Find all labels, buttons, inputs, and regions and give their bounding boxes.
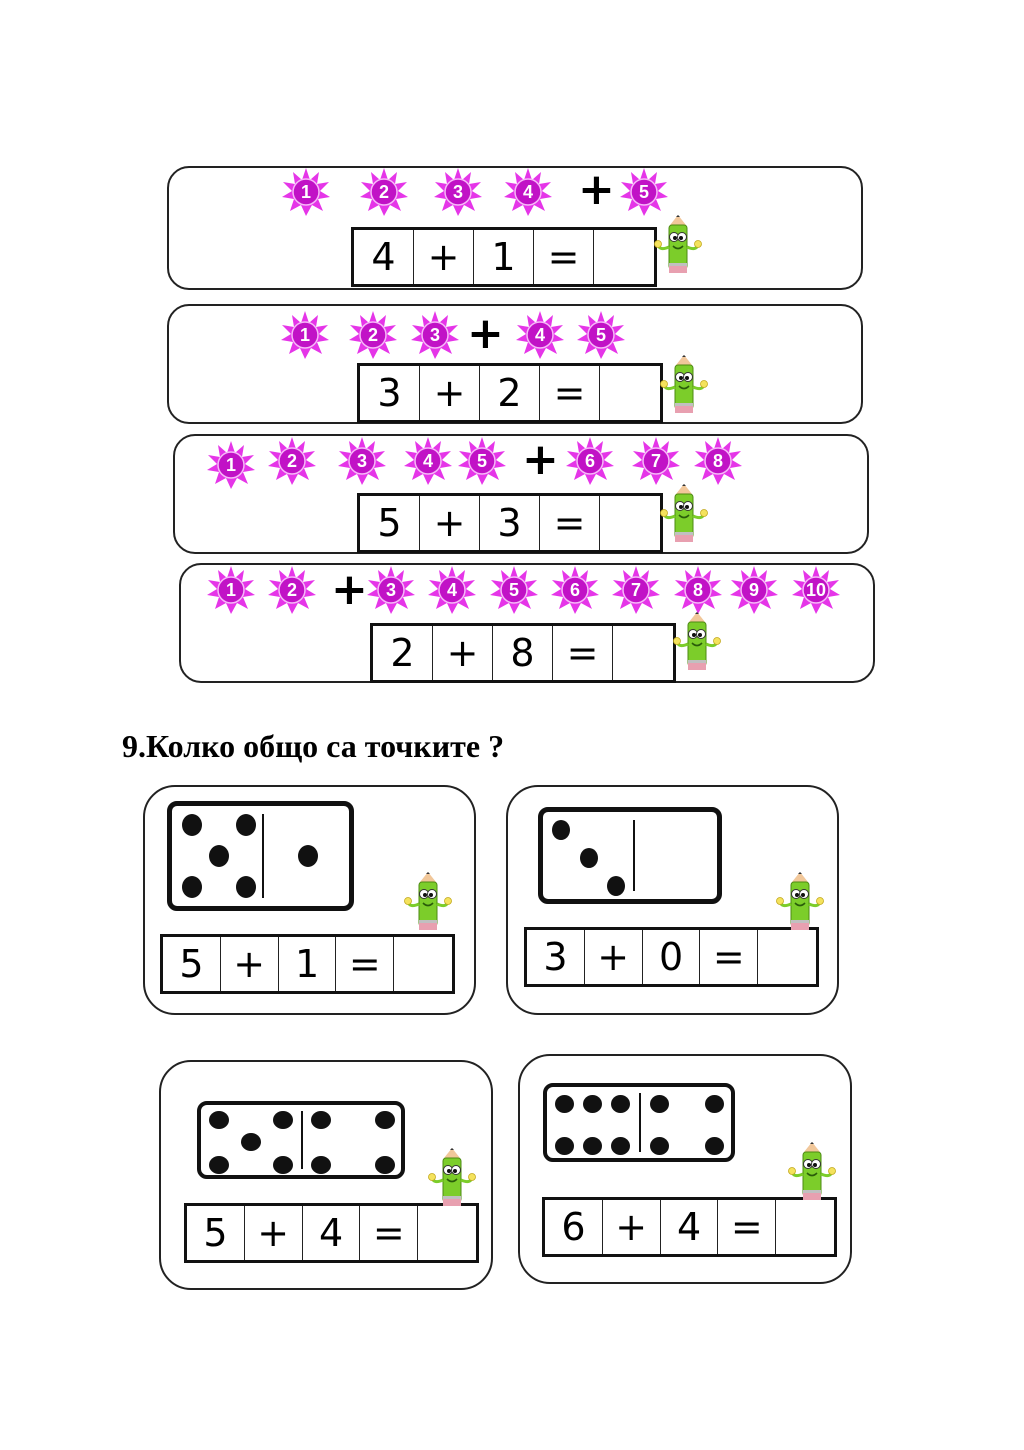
answer-box[interactable] [613, 626, 673, 680]
domino-divider [262, 814, 264, 898]
sun-number: 1 [225, 580, 236, 600]
equation-cell: 5 [360, 496, 420, 550]
sun-number: 3 [429, 325, 440, 345]
domino-pip [611, 1137, 630, 1155]
equation-cell: 4 [303, 1206, 361, 1260]
sun-icon [366, 565, 416, 615]
sun-number: 4 [522, 182, 533, 202]
domino-pip [273, 1111, 293, 1129]
domino-pip [555, 1095, 574, 1113]
sun-number: 10 [805, 580, 827, 600]
domino-equation-3 [184, 1203, 479, 1263]
domino-pip [375, 1111, 395, 1129]
sun-icon [337, 436, 387, 486]
sun-number: 5 [638, 182, 649, 202]
sun-number: 6 [584, 451, 595, 471]
domino-tile [543, 1083, 735, 1162]
pencil-mascot-icon [404, 872, 452, 936]
equation-cell: + [603, 1200, 661, 1254]
sun-number: 4 [422, 451, 433, 471]
equation-cell: 4 [661, 1200, 719, 1254]
sun-icon [693, 436, 743, 486]
equation-cell: + [245, 1206, 303, 1260]
domino-tile [197, 1101, 405, 1179]
sun-number: 1 [299, 325, 310, 345]
equation-cell: 6 [545, 1200, 603, 1254]
equation-cell: 2 [480, 366, 540, 420]
equation-cell: 0 [643, 930, 701, 984]
equation-cell: = [360, 1206, 418, 1260]
domino-tile [167, 801, 354, 911]
sun-icon [515, 310, 565, 360]
equation-cell: + [420, 496, 480, 550]
domino-pip [705, 1095, 724, 1113]
equation-cell: = [540, 366, 600, 420]
domino-pip [236, 876, 256, 898]
answer-box[interactable] [600, 366, 660, 420]
equation-cell: + [414, 230, 474, 284]
domino-pip [311, 1156, 331, 1174]
domino-pip [209, 845, 229, 867]
domino-pip [209, 1111, 229, 1129]
equation-cell: 3 [527, 930, 585, 984]
answer-box[interactable] [418, 1206, 476, 1260]
equation-cell: 5 [187, 1206, 245, 1260]
equation-cell: 3 [360, 366, 420, 420]
sun-number: 4 [446, 580, 457, 600]
equation-cell: 4 [354, 230, 414, 284]
equation-cell: + [585, 930, 643, 984]
domino-pip [273, 1156, 293, 1174]
equation-cell: = [540, 496, 600, 550]
sun-icon [267, 565, 317, 615]
domino-equation-4 [542, 1197, 837, 1257]
sun-number: 5 [476, 451, 487, 471]
answer-box[interactable] [594, 230, 654, 284]
equation-row-2 [357, 363, 663, 423]
equation-cell: 8 [493, 626, 553, 680]
domino-pip [580, 848, 598, 868]
sun-icon [631, 436, 681, 486]
answer-box[interactable] [758, 930, 816, 984]
sun-icon [206, 440, 256, 490]
sun-number: 1 [300, 182, 311, 202]
sun-icon [576, 310, 626, 360]
plus-icon: + [522, 434, 559, 485]
domino-divider [633, 820, 635, 891]
sun-icon [427, 565, 477, 615]
domino-equation-1 [160, 934, 455, 994]
equation-cell: + [221, 937, 279, 991]
equation-row-3 [357, 493, 663, 553]
sun-icon [433, 167, 483, 217]
sun-icon [281, 167, 331, 217]
domino-pip [611, 1095, 630, 1113]
sun-icon [410, 310, 460, 360]
sun-number: 2 [378, 182, 389, 202]
sun-icon [457, 436, 507, 486]
sun-icon [673, 565, 723, 615]
sun-icon [206, 565, 256, 615]
equation-cell: 5 [163, 937, 221, 991]
plus-icon: + [467, 308, 504, 359]
pencil-mascot-icon [673, 612, 721, 676]
pencil-mascot-icon [776, 872, 824, 936]
sun-number: 2 [367, 325, 378, 345]
sun-number: 5 [508, 580, 519, 600]
equation-cell: = [534, 230, 594, 284]
sun-number: 6 [569, 580, 580, 600]
domino-pip [583, 1095, 602, 1113]
domino-pip [298, 845, 318, 867]
sun-icon [280, 310, 330, 360]
domino-divider [639, 1093, 641, 1152]
equation-cell: = [700, 930, 758, 984]
equation-cell: 1 [474, 230, 534, 284]
domino-equation-2 [524, 927, 819, 987]
domino-tile [538, 807, 722, 904]
equation-cell: = [336, 937, 394, 991]
sun-number: 8 [692, 580, 703, 600]
sun-icon [611, 565, 661, 615]
domino-divider [301, 1111, 303, 1169]
plus-icon: + [578, 164, 615, 215]
sun-icon [791, 565, 841, 615]
equation-cell: + [420, 366, 480, 420]
equation-cell: 3 [480, 496, 540, 550]
sun-number: 1 [225, 455, 236, 475]
sun-icon [348, 310, 398, 360]
domino-pip [236, 814, 256, 836]
sun-number: 8 [712, 451, 723, 471]
sun-number: 2 [286, 580, 297, 600]
answer-box[interactable] [394, 937, 452, 991]
sun-number: 2 [286, 451, 297, 471]
sun-icon [359, 167, 409, 217]
domino-pip [705, 1137, 724, 1155]
equation-cell: = [553, 626, 613, 680]
sun-icon [503, 167, 553, 217]
equation-cell: 2 [373, 626, 433, 680]
domino-pip [607, 876, 625, 896]
domino-pip [241, 1133, 261, 1151]
sun-number: 3 [356, 451, 367, 471]
plus-icon: + [331, 564, 368, 615]
domino-pip [555, 1137, 574, 1155]
sun-number: 3 [385, 580, 396, 600]
equation-row-4 [370, 623, 676, 683]
domino-pip [650, 1095, 669, 1113]
pencil-mascot-icon [428, 1148, 476, 1212]
sun-icon [267, 436, 317, 486]
pencil-mascot-icon [660, 484, 708, 548]
sun-number: 4 [534, 325, 545, 345]
sun-icon [403, 436, 453, 486]
exercise-title: 9.Колко общо са точките ? [122, 728, 505, 764]
domino-pip [552, 820, 570, 840]
pencil-mascot-icon [660, 355, 708, 419]
sun-number: 3 [452, 182, 463, 202]
equation-cell: = [718, 1200, 776, 1254]
sun-number: 5 [595, 325, 606, 345]
sun-icon [550, 565, 600, 615]
sun-icon [729, 565, 779, 615]
equation-row-1 [351, 227, 657, 287]
domino-pip [375, 1156, 395, 1174]
domino-pip [311, 1111, 331, 1129]
sun-number: 7 [630, 580, 641, 600]
domino-pip [182, 814, 202, 836]
sun-number: 9 [748, 580, 759, 600]
equation-cell: + [433, 626, 493, 680]
domino-pip [209, 1156, 229, 1174]
answer-box[interactable] [776, 1200, 834, 1254]
pencil-mascot-icon [788, 1142, 836, 1206]
equation-cell: 1 [279, 937, 337, 991]
domino-pip [182, 876, 202, 898]
answer-box[interactable] [600, 496, 660, 550]
sun-icon [489, 565, 539, 615]
pencil-mascot-icon [654, 215, 702, 279]
sun-icon [619, 167, 669, 217]
domino-pip [650, 1137, 669, 1155]
sun-number: 7 [650, 451, 661, 471]
domino-pip [583, 1137, 602, 1155]
sun-icon [565, 436, 615, 486]
